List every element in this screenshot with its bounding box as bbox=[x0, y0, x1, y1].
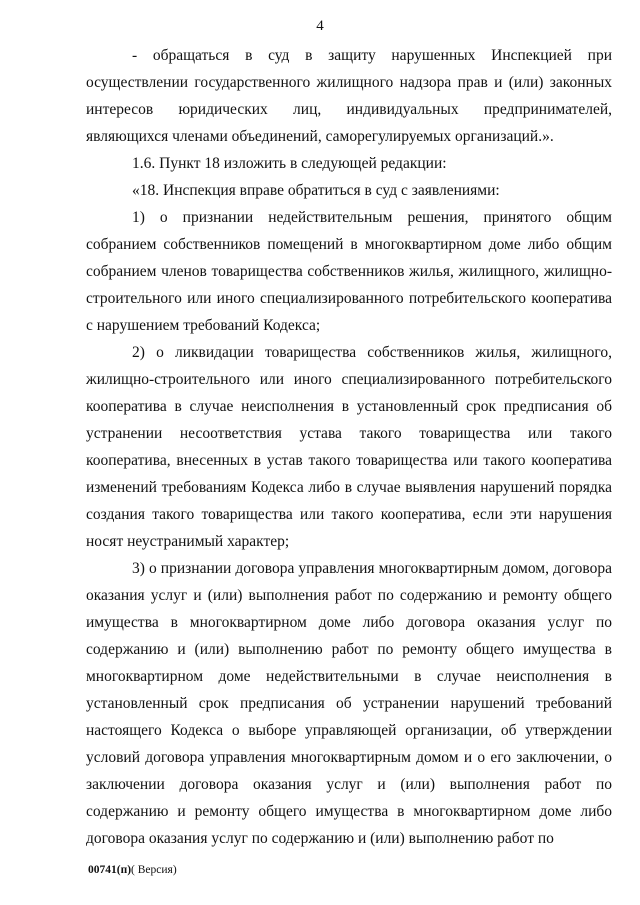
footer-code: 00741(п) bbox=[88, 864, 132, 876]
paragraph-item-1-6: 1.6. Пункт 18 изложить в следующей редакции: bbox=[132, 155, 447, 172]
paragraph-subitem-2: 2) о ликвидации товарищества собственников жилья, жилищного, жилищно-строительного или иного специализированного потребительского кооператива в случае неисполнения в установленный срок предписания об устранении несоответствия устава такого товарищества или такого кооператива, внесенных в устав такого товарищества или такого кооператива изменений требованиям Кодекса либо в случае выявления нарушений порядка создания такого товарищества или такого кооператива, если эти нарушения носят неустранимый характер; bbox=[86, 344, 612, 550]
paragraph-item-18: «18. Инспекция вправе обратиться в суд с заявлениями: bbox=[132, 182, 500, 199]
paragraph-courts: - обращаться в суд в защиту нарушенных Инспекцией при осуществлении государственного жилищного надзора прав и (или) законных интересов юридических лиц, индивидуальных предпринимателей, являющихся членами объединений, саморегулируемых организаций.». bbox=[86, 47, 612, 145]
document-body bbox=[86, 42, 612, 852]
footer bbox=[88, 864, 177, 876]
footer-label: ( Версия) bbox=[131, 864, 177, 876]
page-number: 4 bbox=[316, 18, 324, 34]
paragraph-subitem-1: 1) о признании недействительным решения, принятого общим собранием собственников помещений в многоквартирном доме либо общим собранием членов товарищества собственников жилья, жилищного, жилищно-строительного или иного специализированного потребительского кооператива с нарушением требований Кодекса; bbox=[86, 209, 612, 334]
paragraph-subitem-3: 3) о признании договора управления многоквартирным домом, договора оказания услуг и (или) выполнения работ по содержанию и ремонту общего имущества в многоквартирном доме либо договора оказания услуг по содержанию и (или) выполнению работ по ремонту общего имущества в многоквартирном доме недействительными в случае неисполнения в установленный срок предписания об устранении нарушений требований настоящего Кодекса о выборе управляющей организации, об утверждении условий договора управления многоквартирным домом и о его заключении, о заключении договора оказания услуг и (или) выполнения работ по содержанию и ремонту общего имущества в многоквартирном доме либо договора оказания услуг по содержанию и (или) выполнению работ по bbox=[86, 560, 612, 847]
